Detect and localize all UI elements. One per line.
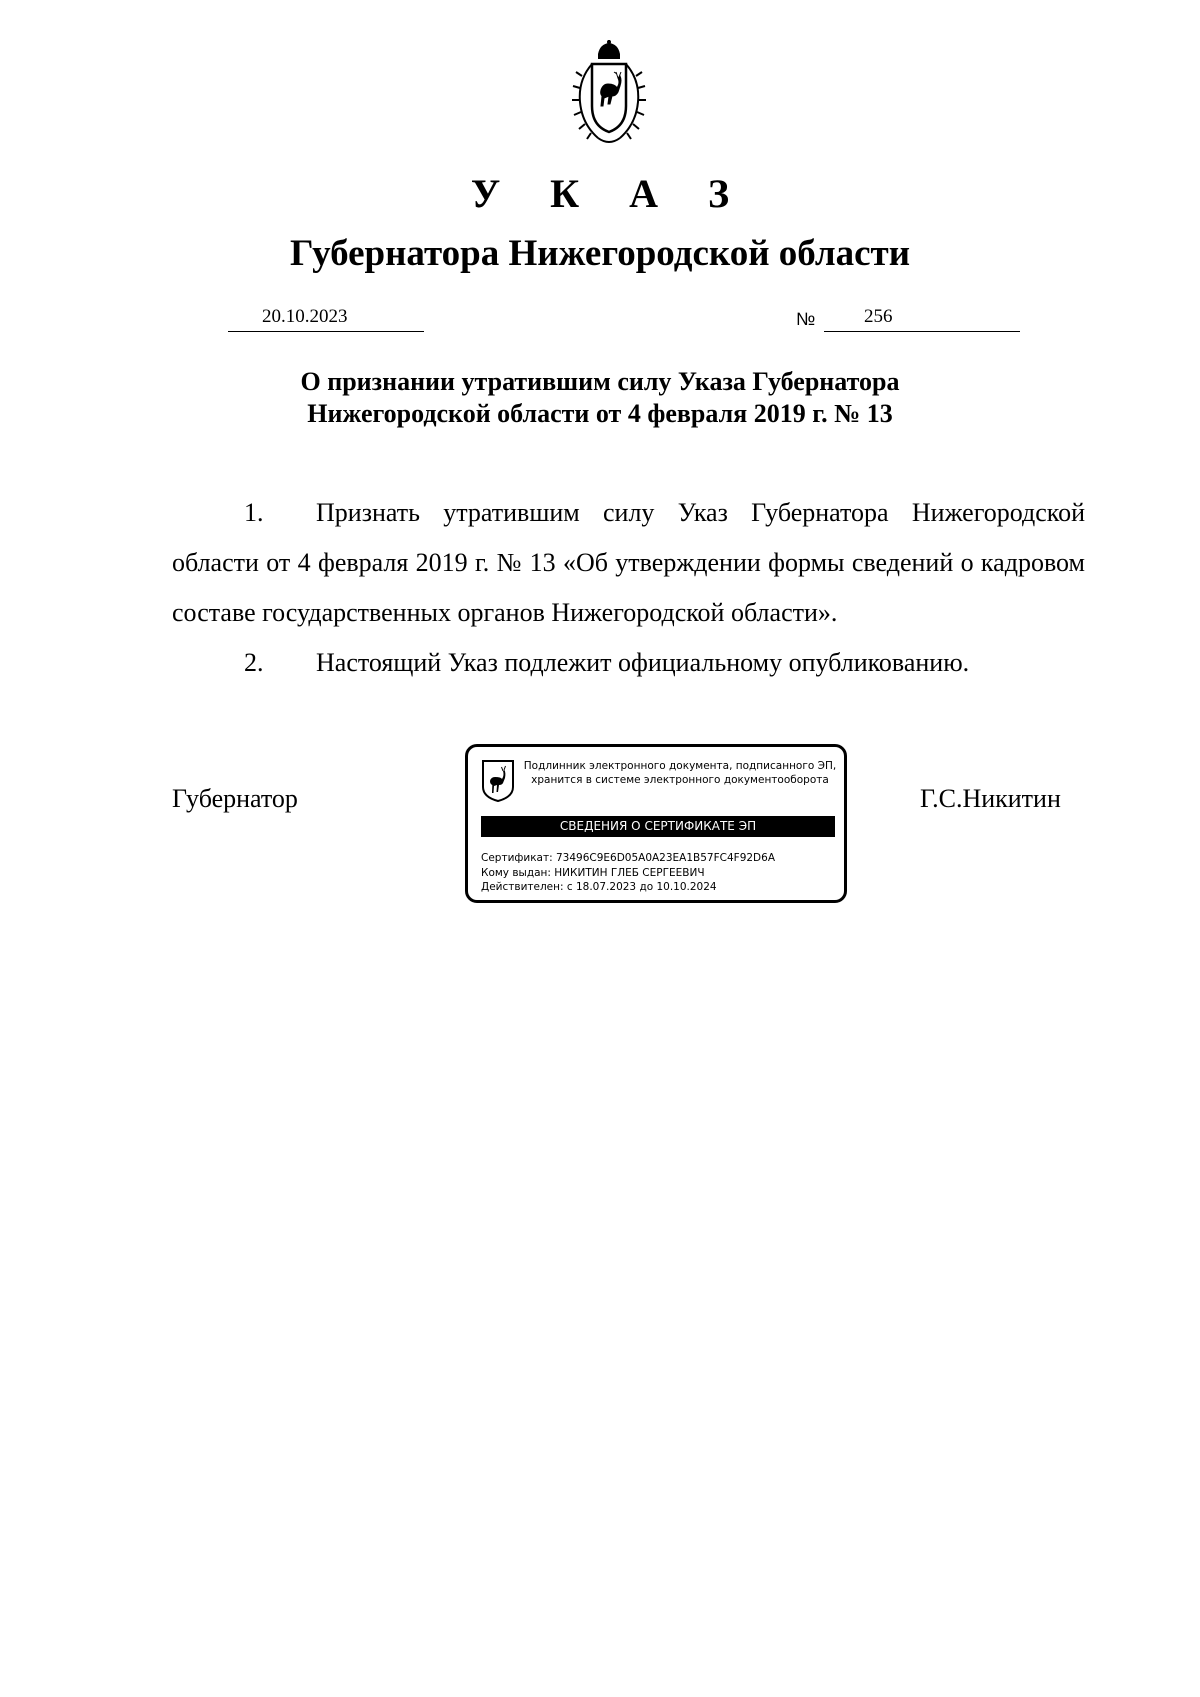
stamp-notice <box>522 759 838 787</box>
stamp-notice-line: Подлинник электронного документа, подписанного ЭП, <box>523 760 837 772</box>
document-type: У К А З <box>470 171 750 216</box>
document-number: 256 <box>824 306 1020 332</box>
document-subject <box>0 366 1200 430</box>
certificate-owner: Кому выдан: НИКИТИН ГЛЕБ СЕРГЕЕВИЧ <box>481 866 705 879</box>
subject-line: Нижегородской области от 4 февраля 2019 г. № 13 <box>307 399 893 428</box>
certificate-id: Сертификат: 73496C9E6D05A0A23EA1B57FC4F92D6A <box>481 852 776 864</box>
item-text: Признать утратившим силу Указ Губернатора Нижегородской области от 4 февраля 2019 г. № 13 «Об утверждении формы сведений о кадровом составе государственных органов Нижегородской области». <box>172 498 1085 627</box>
item-number: 2. <box>244 648 264 677</box>
list-item <box>172 638 1085 688</box>
document-body <box>172 488 1085 688</box>
signer-name: Г.С.Никитин <box>920 784 1061 813</box>
electronic-signature-stamp <box>465 744 847 903</box>
certificate-validity: Действителен: с 18.07.2023 до 10.10.2024 <box>481 881 717 893</box>
nizhny-novgorod-coat-of-arms-icon <box>568 40 650 148</box>
item-number: 1. <box>244 498 264 527</box>
number-sign-label: № <box>796 309 816 329</box>
stamp-certificate-header: СВЕДЕНИЯ О СЕРТИФИКАТЕ ЭП <box>481 816 835 837</box>
signer-title: Губернатор <box>172 784 298 813</box>
stamp-certificate-details <box>481 851 775 895</box>
document-issuer: Губернатора Нижегородской области <box>289 233 911 274</box>
document-date: 20.10.2023 <box>228 306 424 332</box>
subject-line: О признании утратившим силу Указа Губернатора <box>300 367 900 396</box>
deer-emblem-icon <box>481 759 515 803</box>
stamp-notice-line: хранится в системе электронного документооборота <box>531 774 829 786</box>
list-item <box>172 488 1085 638</box>
item-text: Настоящий Указ подлежит официальному опубликованию. <box>316 648 970 677</box>
